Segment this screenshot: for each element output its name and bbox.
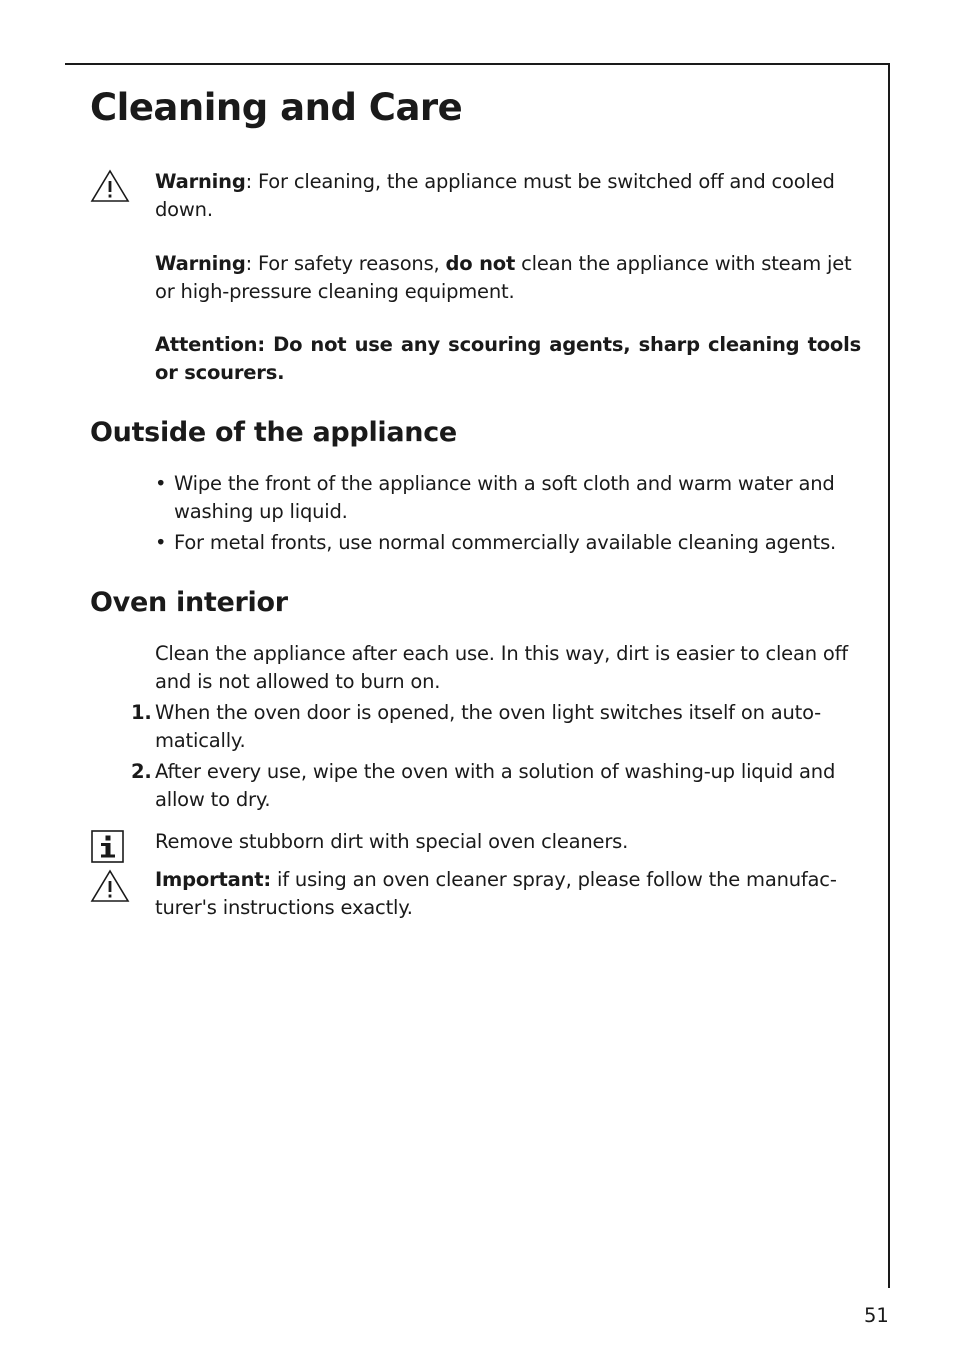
heading-oven-interior: Oven interior (90, 587, 288, 618)
numbered-step (131, 758, 861, 813)
step-number: 2. (131, 760, 152, 783)
attention-note: Attention: Do not use any scouring agents, sharp cleaning tools or scourers. (155, 333, 861, 384)
bullet-marker: • (155, 531, 167, 554)
heading-outside: Outside of the appliance (90, 417, 457, 448)
important-label: Important: (155, 868, 272, 891)
step-text: When the oven door is opened, the oven light switches itself on auto-matically. (155, 701, 822, 752)
list-item-text: Wipe the front of the appliance with a soft cloth and warm water and washing up liquid. (174, 472, 835, 523)
list-item (155, 529, 861, 557)
warning-label: Warning (155, 170, 246, 193)
page-number: 51 (864, 1304, 889, 1327)
warning-emphasis: do not (445, 252, 516, 275)
step-text: After every use, wipe the oven with a solution of washing-up liquid and allow to dry. (155, 760, 836, 811)
list-item (155, 470, 861, 525)
important-note (155, 866, 861, 921)
warning-text: clean the appliance with steam jet or high-pressure cleaning equipment. (155, 252, 852, 303)
warning-switch-off (155, 168, 861, 223)
page-title: Cleaning and Care (90, 86, 463, 129)
top-rule (65, 63, 890, 65)
warning-steam-jet (155, 250, 861, 305)
interior-intro: Clean the appliance after each use. In this way, dirt is easier to clean off and is not allowed to burn on. (155, 642, 848, 693)
warning-text: : For cleaning, the appliance must be switched off and cooled down. (155, 170, 835, 221)
bullet-marker: • (155, 472, 167, 495)
numbered-step (131, 699, 861, 754)
warning-triangle-icon (90, 868, 130, 904)
info-i-icon (90, 829, 130, 865)
important-text: if using an oven cleaner spray, please follow the manufac-turer's instructions exactly. (155, 868, 837, 919)
warning-triangle-icon (90, 168, 130, 204)
warning-text: : For safety reasons, (245, 252, 446, 275)
right-rule (888, 63, 890, 1288)
list-item-text: For metal fronts, use normal commercially available cleaning agents. (174, 531, 837, 554)
warning-label: Warning (155, 252, 246, 275)
step-number: 1. (131, 701, 152, 724)
info-note: Remove stubborn dirt with special oven cleaners. (155, 830, 629, 853)
